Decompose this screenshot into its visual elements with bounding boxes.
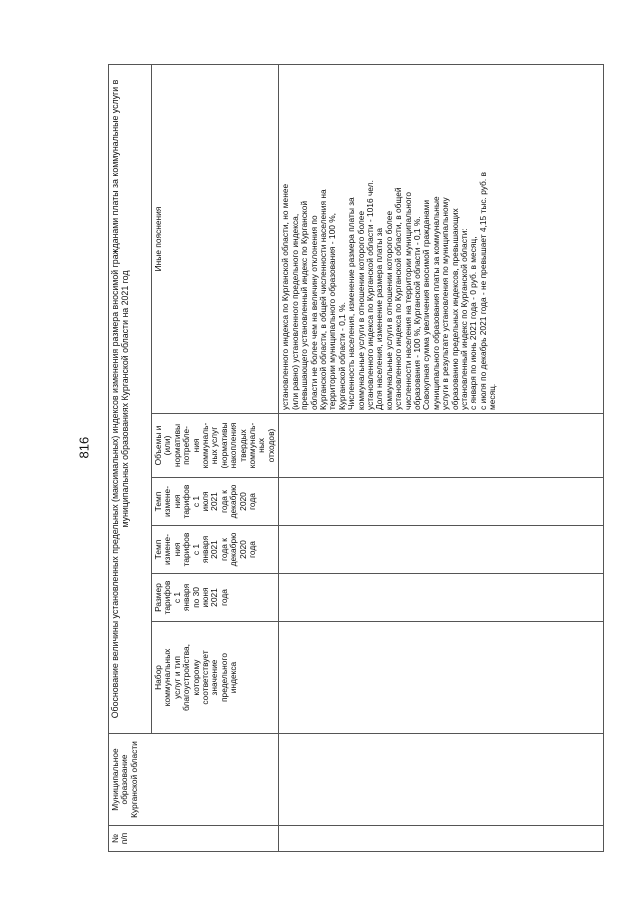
table-header-row-1 bbox=[109, 65, 152, 852]
header-municipality: Муниципальное образование Курганской области bbox=[109, 734, 279, 826]
cell-rate-july bbox=[279, 478, 604, 526]
cell-volumes bbox=[279, 414, 604, 478]
header-other-explanations: Иные пояснения bbox=[152, 65, 279, 414]
header-volumes: Объемы и (или) нормативы потребле- ния коммуналь- ных услуг (нормативы накопления твердых коммуналь- ных отходов) bbox=[152, 414, 279, 478]
header-rate-january: Темп измене- ния тарифов с 1 января 2021 года к декабрю 2020 года bbox=[152, 526, 279, 574]
cell-municipality bbox=[279, 734, 604, 826]
header-number: № п/п bbox=[109, 826, 279, 852]
cell-services bbox=[279, 622, 604, 734]
cell-explanation: установленного индекса по Курганской области, но менее (или равно) установленного предельного индекса, превышающего установленный индекс по Курганской области не более чем на величину отклонения по Курганской области, в общей численности населения на территории муниципального образования - 100 %, Курганской области - 0,1 %. Численность населения, изменение размера платы за коммунальные услуги в отношении которого более установленного индекса по Курганской области - 1016 чел. Доля населения, изменение размера платы за коммунальные услуги в отношении которого более установленного индекса по Курганской области, в общей численности населения на территории муниципального образования - 100 %, Курганской области - 0,1 %. Совокупная сумма увеличения вносимой гражданами муниципального образования платы за коммунальные услуги в результате установления по муниципальному образованию предельных индексов, превышающих установленный индекс по Курганской области: с января по июнь 2021 года - 0 руб. в месяц, с июля по декабрь 2021 года - не превышает 4,15 тыс. руб. в месяц. bbox=[279, 65, 604, 414]
table-group-title: Обоснование величины установленных предельных (максимальных) индексов изменения размера вносимой гражданами платы за коммунальные услуги в муниципальных образованиях Курганской области на 2021 год bbox=[109, 65, 152, 734]
table-header-row-2 bbox=[152, 65, 279, 852]
cell-number bbox=[279, 826, 604, 852]
cell-rate-january bbox=[279, 526, 604, 574]
page-number: 816 bbox=[76, 436, 92, 459]
justification-table bbox=[108, 64, 604, 852]
cell-tariff-size bbox=[279, 574, 604, 622]
rotated-table-container bbox=[108, 64, 604, 852]
table-row bbox=[279, 65, 604, 852]
header-services: Набор коммунальных услуг и тип благоустройства, которому соответствует значение предельного индекса bbox=[152, 622, 279, 734]
header-tariff-size: Размер тарифов с 1 января по 30 июня 2021 года bbox=[152, 574, 279, 622]
header-rate-july: Темп измене- ния тарифов с 1 июля 2021 года к декабрю 2020 года bbox=[152, 478, 279, 526]
